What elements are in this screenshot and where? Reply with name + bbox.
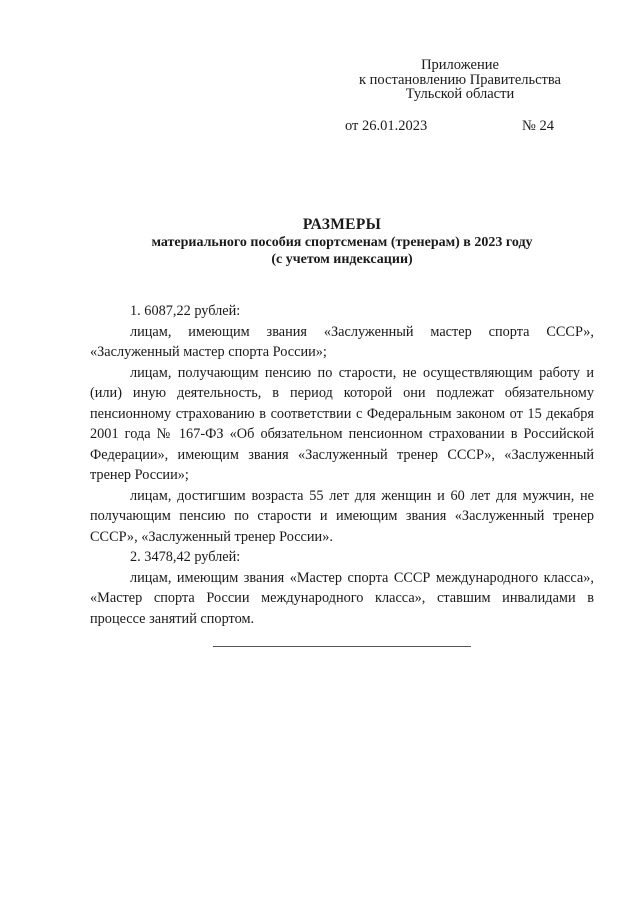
annex-line-1: Приложение: [421, 57, 499, 73]
title-subtitle-1: материального пособия спортсменам (тренерам) в 2023 году: [151, 235, 533, 250]
list-item-1-heading: 1. 6087,22 рублей:: [130, 303, 241, 319]
annex-header: [335, 58, 585, 102]
closing-divider: [213, 646, 471, 647]
paragraph-3: лицам, достигшим возраста 55 лет для женщин и 60 лет для мужчин, не получающим пенсию по старости и имеющим звания «Заслуженный тренер СССР», «Заслуженный тренер России».: [90, 487, 594, 545]
list-item-2-heading: 2. 3478,42 рублей:: [130, 549, 241, 565]
paragraph-2: лицам, получающим пенсию по старости, не осуществляющим работу и (или) иную деятельность, в период которой они подлежат обязательному пенсионному страхованию в соответствии с Федеральным законом от 15 декабря 2001 года № 167-ФЗ «Об обязательном пенсионном страховании в Российской Федерации», имеющим звания «Заслуженный тренер СССР», «Заслуженный тренер России»;: [90, 364, 594, 483]
document-body: [90, 301, 594, 629]
paragraph-1: лицам, имеющим звания «Заслуженный мастер спорта СССР», «Заслуженный мастер спорта России»;: [90, 323, 594, 360]
title-subtitle-2: (с учетом индексации): [271, 252, 413, 267]
decree-date: от 26.01.2023: [345, 118, 428, 134]
paragraph-4: лицам, имеющим звания «Мастер спорта СССР международного класса», «Мастер спорта России международного класса», ставшим инвалидами в процессе занятий спортом.: [90, 569, 594, 627]
document-title: [100, 216, 584, 268]
decree-number: № 24: [522, 118, 554, 134]
annex-line-3: Тульской области: [405, 86, 515, 102]
annex-line-2: к постановлению Правительства: [359, 71, 561, 88]
title-main: РАЗМЕРЫ: [302, 216, 382, 233]
